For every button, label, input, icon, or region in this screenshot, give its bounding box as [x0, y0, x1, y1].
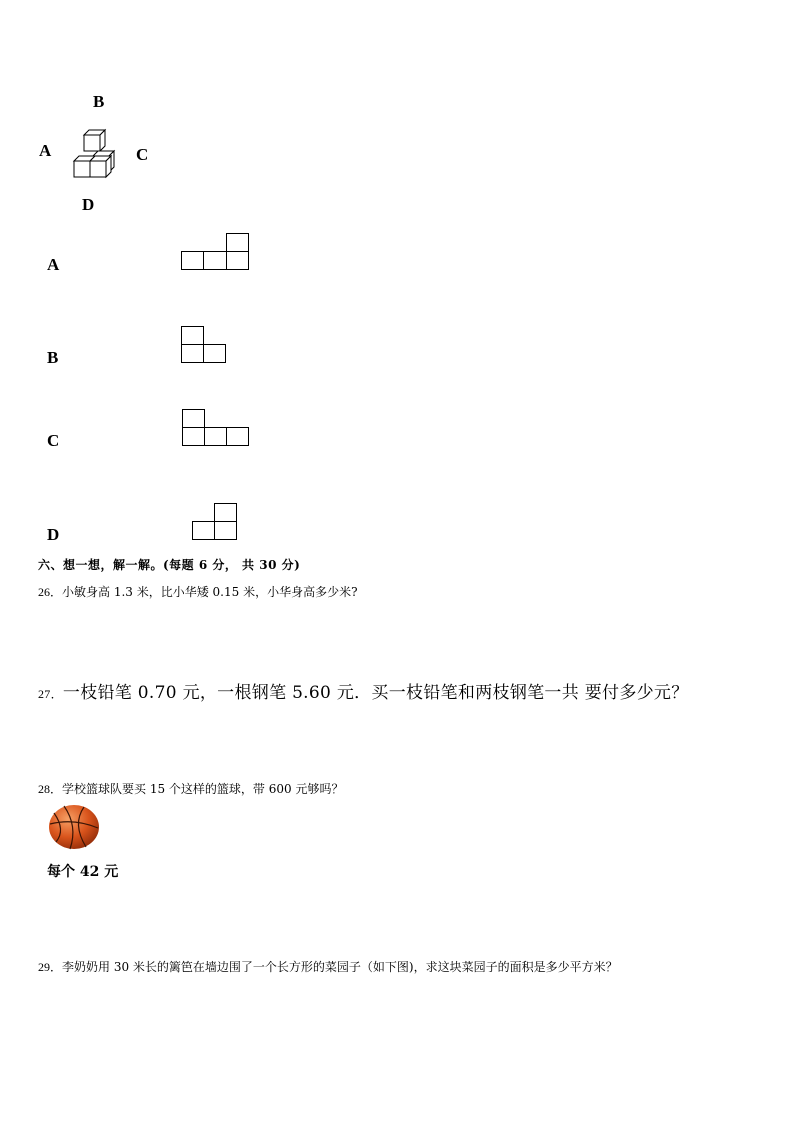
- square: [182, 409, 205, 428]
- square: [214, 521, 237, 540]
- question-27: [38, 678, 689, 703]
- square: [214, 503, 237, 522]
- basketball-image: [48, 804, 100, 850]
- direction-label-c: C: [136, 145, 149, 164]
- question-number: 29．: [38, 960, 63, 974]
- question-26: [38, 583, 358, 600]
- question-number: 28．: [38, 782, 63, 796]
- square: [226, 251, 249, 270]
- square: [226, 233, 249, 252]
- direction-label-d: D: [82, 195, 95, 214]
- square: [181, 251, 204, 270]
- square: [181, 326, 204, 345]
- direction-label-b: B: [93, 92, 105, 111]
- question-text: 小敏身高 1.3 米，比小华矮 0.15 米，小华身高多少米?: [62, 585, 358, 599]
- price-caption: 每个 42 元: [47, 864, 119, 880]
- square: [181, 344, 204, 363]
- option-label: B: [47, 348, 59, 367]
- square: [182, 427, 205, 446]
- square: [192, 521, 215, 540]
- question-number: 26．: [38, 585, 63, 599]
- square: [203, 251, 227, 270]
- direction-label-a: A: [39, 141, 52, 160]
- question-29: [38, 958, 618, 975]
- question-text: 一枝铅笔 0.70 元，一根钢笔 5.60 元．买一枝铅笔和两枝钢笔一共 要付多少元？: [62, 683, 689, 703]
- question-text: 李奶奶用 30 米长的篱笆在墙边围了一个长方形的菜园子（如下图)，求这块菜园子的面积是多少平方米？: [62, 960, 618, 974]
- question-text: 学校篮球队要买 15 个这样的篮球，带 600 元够吗？: [62, 782, 344, 796]
- square: [226, 427, 249, 446]
- option-label: A: [47, 255, 60, 274]
- cube-stack-figure: [70, 126, 122, 180]
- question-28: [38, 780, 343, 797]
- question-number: 27．: [38, 687, 63, 701]
- section-heading: 六、想一想，解一解。(每题 6 分， 共 30 分): [38, 558, 301, 572]
- square: [204, 427, 227, 446]
- option-label: C: [47, 431, 60, 450]
- square: [203, 344, 226, 363]
- option-label: D: [47, 525, 60, 544]
